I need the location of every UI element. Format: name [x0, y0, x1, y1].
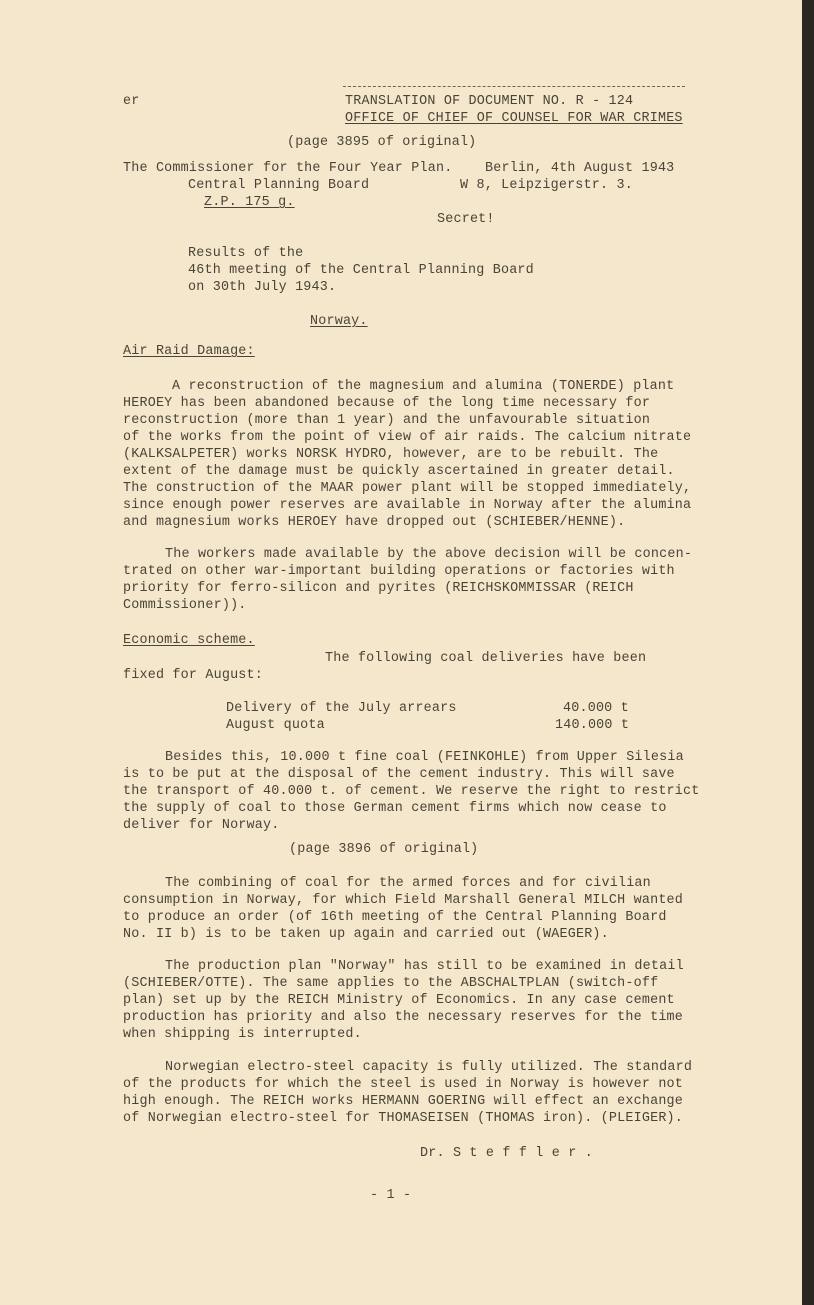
paragraph-line: Commissioner)). — [123, 598, 247, 613]
paragraph-line: The combining of coal for the armed forces and for civilian — [165, 876, 651, 891]
paragraph-line: reconstruction (more than 1 year) and the unfavourable situation — [123, 413, 651, 428]
page-number: - 1 - — [370, 1188, 412, 1203]
paragraph-line: plan) set up by the REICH Ministry of Economics. In any case cement — [123, 993, 675, 1008]
paragraph-line: of the products for which the steel is used in Norway is however not — [123, 1077, 684, 1092]
letter-date: Berlin, 4th August 1943 — [485, 161, 675, 176]
scan-border — [802, 0, 814, 1305]
economic-intro-1: The following coal deliveries have been — [325, 651, 647, 666]
paragraph-line: is to be put at the disposal of the cement industry. This will save — [123, 767, 675, 782]
subject-line-1: Results of the — [188, 246, 304, 261]
paragraph-line: production has priority and also the necessary reserves for the time — [123, 1010, 684, 1025]
paragraph-line: Norwegian electro-steel capacity is fully utilized. The standard — [165, 1060, 693, 1075]
section-title: Norway. — [310, 314, 368, 329]
sender-line-1: The Commissioner for the Four Year Plan. — [123, 161, 453, 176]
delivery-label: Delivery of the July arrears — [226, 701, 457, 716]
paragraph-line: to produce an order (of 16th meeting of the Central Planning Board — [123, 910, 667, 925]
paragraph-line: of Norwegian electro-steel for THOMASEISEN (THOMAS iron). (PLEIGER). — [123, 1111, 684, 1126]
paragraph-line: since enough power reserves are available in Norway after the alumina — [123, 498, 692, 513]
subject-line-3: on 30th July 1943. — [188, 280, 337, 295]
subject-line-2: 46th meeting of the Central Planning Board — [188, 263, 534, 278]
paragraph-line: high enough. The REICH works HERMANN GOERING will effect an exchange — [123, 1094, 684, 1109]
signature: Dr. S t e f f l e r . — [420, 1146, 593, 1161]
reference-number: Z.P. 175 g. — [204, 195, 295, 210]
delivery-amount: 140.000 t — [555, 718, 630, 733]
paragraph-line: HEROEY has been abandoned because of the long time necessary for — [123, 396, 651, 411]
delivery-amount: 40.000 t — [563, 701, 629, 716]
classification: Secret! — [437, 212, 495, 227]
paragraph-line: The construction of the MAAR power plant will be stopped immediately, — [123, 481, 692, 496]
economic-heading: Economic scheme. — [123, 633, 255, 648]
typist-initials: er — [123, 94, 140, 109]
translation-line: TRANSLATION OF DOCUMENT NO. R - 124 — [345, 94, 634, 109]
paragraph-line: the supply of coal to those German cement firms which now cease to — [123, 801, 667, 816]
paragraph-line: The workers made available by the above decision will be concen- — [165, 547, 693, 562]
air-raid-heading: Air Raid Damage: — [123, 344, 255, 359]
paragraph-line: deliver for Norway. — [123, 818, 280, 833]
header-rule — [343, 86, 685, 87]
paragraph-line: of the works from the point of view of air raids. The calcium nitrate — [123, 430, 692, 445]
paragraph-line: priority for ferro-silicon and pyrites (REICHSKOMMISSAR (REICH — [123, 581, 634, 596]
paragraph-line: Besides this, 10.000 t fine coal (FEINKOHLE) from Upper Silesia — [165, 750, 684, 765]
paragraph-line: trated on other war-important building operations or factories with — [123, 564, 675, 579]
paragraph-line: when shipping is interrupted. — [123, 1027, 362, 1042]
paragraph-line: and magnesium works HEROEY have dropped out (SCHIEBER/HENNE). — [123, 515, 626, 530]
paragraph-line: No. II b) is to be taken up again and carried out (WAEGER). — [123, 927, 609, 942]
paragraph-line: extent of the damage must be quickly ascertained in greater detail. — [123, 464, 675, 479]
paragraph-line: The production plan "Norway" has still to be examined in detail — [165, 959, 684, 974]
economic-intro-2: fixed for August: — [123, 668, 264, 683]
delivery-label: August quota — [226, 718, 325, 733]
paragraph-line: A reconstruction of the magnesium and alumina (TONERDE) plant — [172, 379, 675, 394]
page-reference-1: (page 3895 of original) — [287, 135, 477, 150]
paragraph-line: consumption in Norway, for which Field Marshall General MILCH wanted — [123, 893, 684, 908]
office-line: OFFICE OF CHIEF OF COUNSEL FOR WAR CRIMES — [345, 111, 683, 126]
page-reference-2: (page 3896 of original) — [289, 842, 479, 857]
paragraph-line: the transport of 40.000 t. of cement. We reserve the right to restrict — [123, 784, 700, 799]
sender-line-2: Central Planning Board — [188, 178, 370, 193]
sender-address: W 8, Leipzigerstr. 3. — [460, 178, 633, 193]
paragraph-line: (KALKSALPETER) works NORSK HYDRO, however, are to be rebuilt. The — [123, 447, 659, 462]
paragraph-line: (SCHIEBER/OTTE). The same applies to the ABSCHALTPLAN (switch-off — [123, 976, 659, 991]
